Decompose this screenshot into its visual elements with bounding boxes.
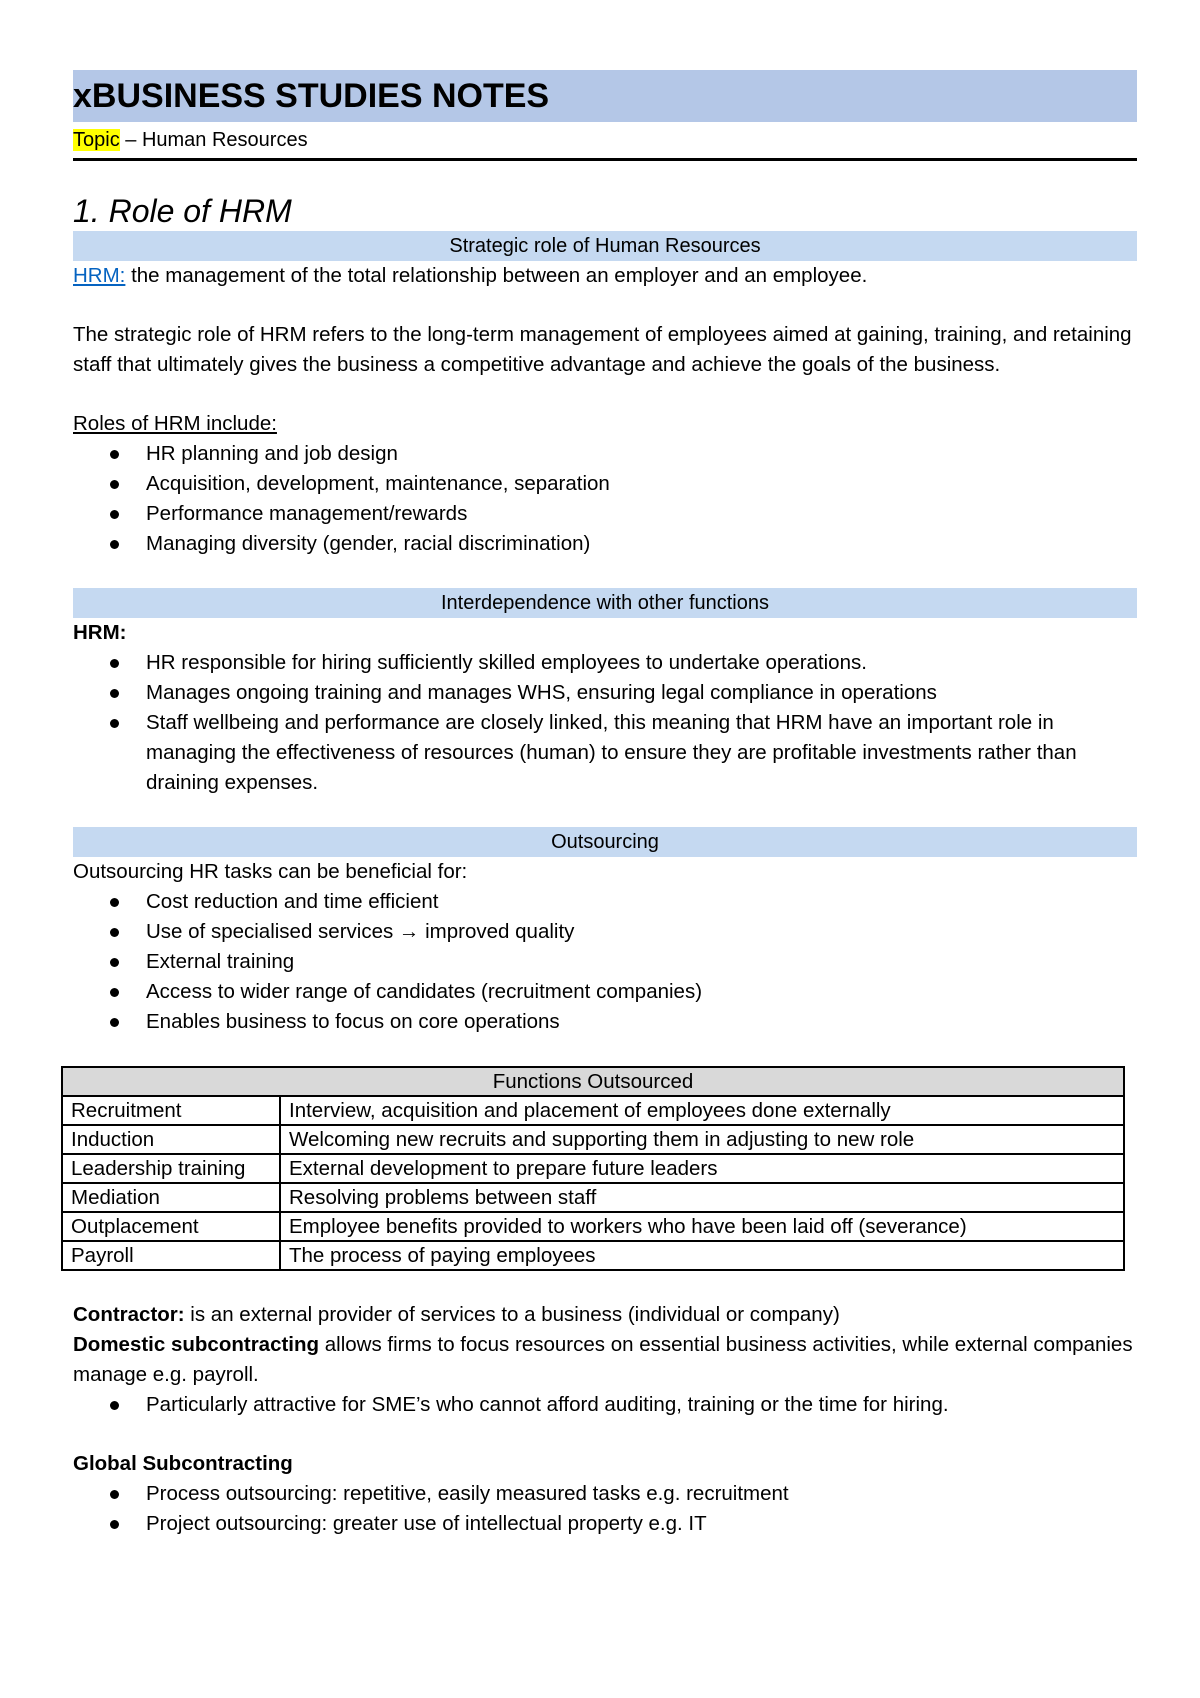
list-item: Access to wider range of candidates (recruitment companies) (73, 977, 1137, 1007)
table-cell-function: Leadership training (62, 1154, 280, 1183)
table-cell-function: Payroll (62, 1241, 280, 1270)
topic-value: – Human Resources (119, 129, 308, 151)
bullet-icon (110, 1018, 119, 1027)
band-strategic-role: Strategic role of Human Resources (73, 231, 1137, 261)
list-item: Enables business to focus on core operations (73, 1007, 1137, 1037)
table-cell-description: External development to prepare future leaders (280, 1154, 1124, 1183)
domestic-subcontracting (73, 1330, 1137, 1390)
document-title: xBUSINESS STUDIES NOTES (73, 76, 550, 115)
table-row (62, 1154, 1124, 1183)
list-item: Cost reduction and time efficient (73, 887, 1137, 917)
table-header: Functions Outsourced (62, 1067, 1124, 1096)
bullet-icon (110, 1520, 119, 1529)
bullet-icon (110, 1401, 119, 1410)
list-item: HR planning and job design (73, 439, 1137, 469)
bullet-icon (110, 719, 119, 728)
table-row (62, 1241, 1124, 1270)
table-cell-description: Welcoming new recruits and supporting them in adjusting to new role (280, 1125, 1124, 1154)
topic-line (73, 126, 1137, 154)
interdependence-list (73, 648, 1137, 798)
outsourcing-intro: Outsourcing HR tasks can be beneficial for: (73, 860, 468, 883)
bullet-icon (110, 898, 119, 907)
list-item: Managing diversity (gender, racial discrimination) (73, 529, 1137, 559)
list-item: Particularly attractive for SME’s who cannot afford auditing, training or the time for hiring. (73, 1390, 1137, 1420)
table-cell-function: Mediation (62, 1183, 280, 1212)
bullet-icon (110, 988, 119, 997)
domestic-list (73, 1390, 1137, 1420)
list-item: Acquisition, development, maintenance, separation (73, 469, 1137, 499)
table-cell-function: Outplacement (62, 1212, 280, 1241)
band-interdependence: Interdependence with other functions (73, 588, 1137, 618)
hrm-definition (73, 261, 1137, 291)
topic-label: Topic (73, 129, 120, 151)
bullet-icon (110, 659, 119, 668)
bullet-icon (110, 689, 119, 698)
table-cell-description: Interview, acquisition and placement of employees done externally (280, 1096, 1124, 1125)
global-subcontracting-heading: Global Subcontracting (73, 1452, 293, 1475)
table-row (62, 1096, 1124, 1125)
table-header-row (62, 1067, 1124, 1096)
title-bar (73, 70, 1137, 122)
list-item: HR responsible for hiring sufficiently skilled employees to undertake operations. (73, 648, 1137, 678)
hrm-link[interactable]: HRM: (73, 264, 126, 287)
header-rule (73, 158, 1137, 161)
document-content (73, 70, 1137, 1539)
table-cell-function: Recruitment (62, 1096, 280, 1125)
table-row (62, 1212, 1124, 1241)
bullet-icon (110, 540, 119, 549)
list-item: Manages ongoing training and manages WHS, ensuring legal compliance in operations (73, 678, 1137, 708)
section-heading: 1. Role of HRM (73, 193, 292, 229)
list-item: Staff wellbeing and performance are closely linked, this meaning that HRM have an important role in managing the effectiveness of resources (human) to ensure they are profitable investments rather than draining expenses. (73, 708, 1137, 798)
global-list (73, 1479, 1137, 1539)
bullet-icon (110, 1490, 119, 1499)
contractor-term: Contractor: (73, 1303, 185, 1326)
table-cell-function: Induction (62, 1125, 280, 1154)
list-item: Use of specialised services → improved quality (73, 917, 1137, 947)
domestic-term: Domestic subcontracting (73, 1333, 320, 1356)
outsourcing-list (73, 887, 1137, 1037)
band-outsourcing: Outsourcing (73, 827, 1137, 857)
roles-heading: Roles of HRM include: (73, 412, 277, 435)
functions-outsourced-table (61, 1066, 1125, 1271)
list-item: Project outsourcing: greater use of intellectual property e.g. IT (73, 1509, 1137, 1539)
bullet-icon (110, 958, 119, 967)
list-item: External training (73, 947, 1137, 977)
bullet-icon (110, 480, 119, 489)
bullet-icon (110, 450, 119, 459)
contractor-def: is an external provider of services to a business (individual or company) (184, 1303, 840, 1326)
strategic-paragraph: The strategic role of HRM refers to the long-term management of employees aimed at gaining, training, and retaining staff that ultimately gives the business a competitive advantage and achieve the goals of the business. (73, 323, 1132, 376)
list-item: Performance management/rewards (73, 499, 1137, 529)
domestic-def: allows firms to focus resources on essential business activities, while external companies manage e.g. payroll. (73, 1333, 1133, 1386)
table-cell-description: The process of paying employees (280, 1241, 1124, 1270)
table-cell-description: Resolving problems between staff (280, 1183, 1124, 1212)
list-item: Process outsourcing: repetitive, easily measured tasks e.g. recruitment (73, 1479, 1137, 1509)
table-cell-description: Employee benefits provided to workers who have been laid off (severance) (280, 1212, 1124, 1241)
hrm-definition-text: the management of the total relationship between an employer and an employee. (125, 264, 868, 287)
roles-list (73, 439, 1137, 559)
hrm-label: HRM: (73, 621, 127, 644)
bullet-icon (110, 510, 119, 519)
table-row (62, 1125, 1124, 1154)
contractor-definition (73, 1300, 1137, 1330)
bullet-icon (110, 928, 119, 937)
table-row (62, 1183, 1124, 1212)
